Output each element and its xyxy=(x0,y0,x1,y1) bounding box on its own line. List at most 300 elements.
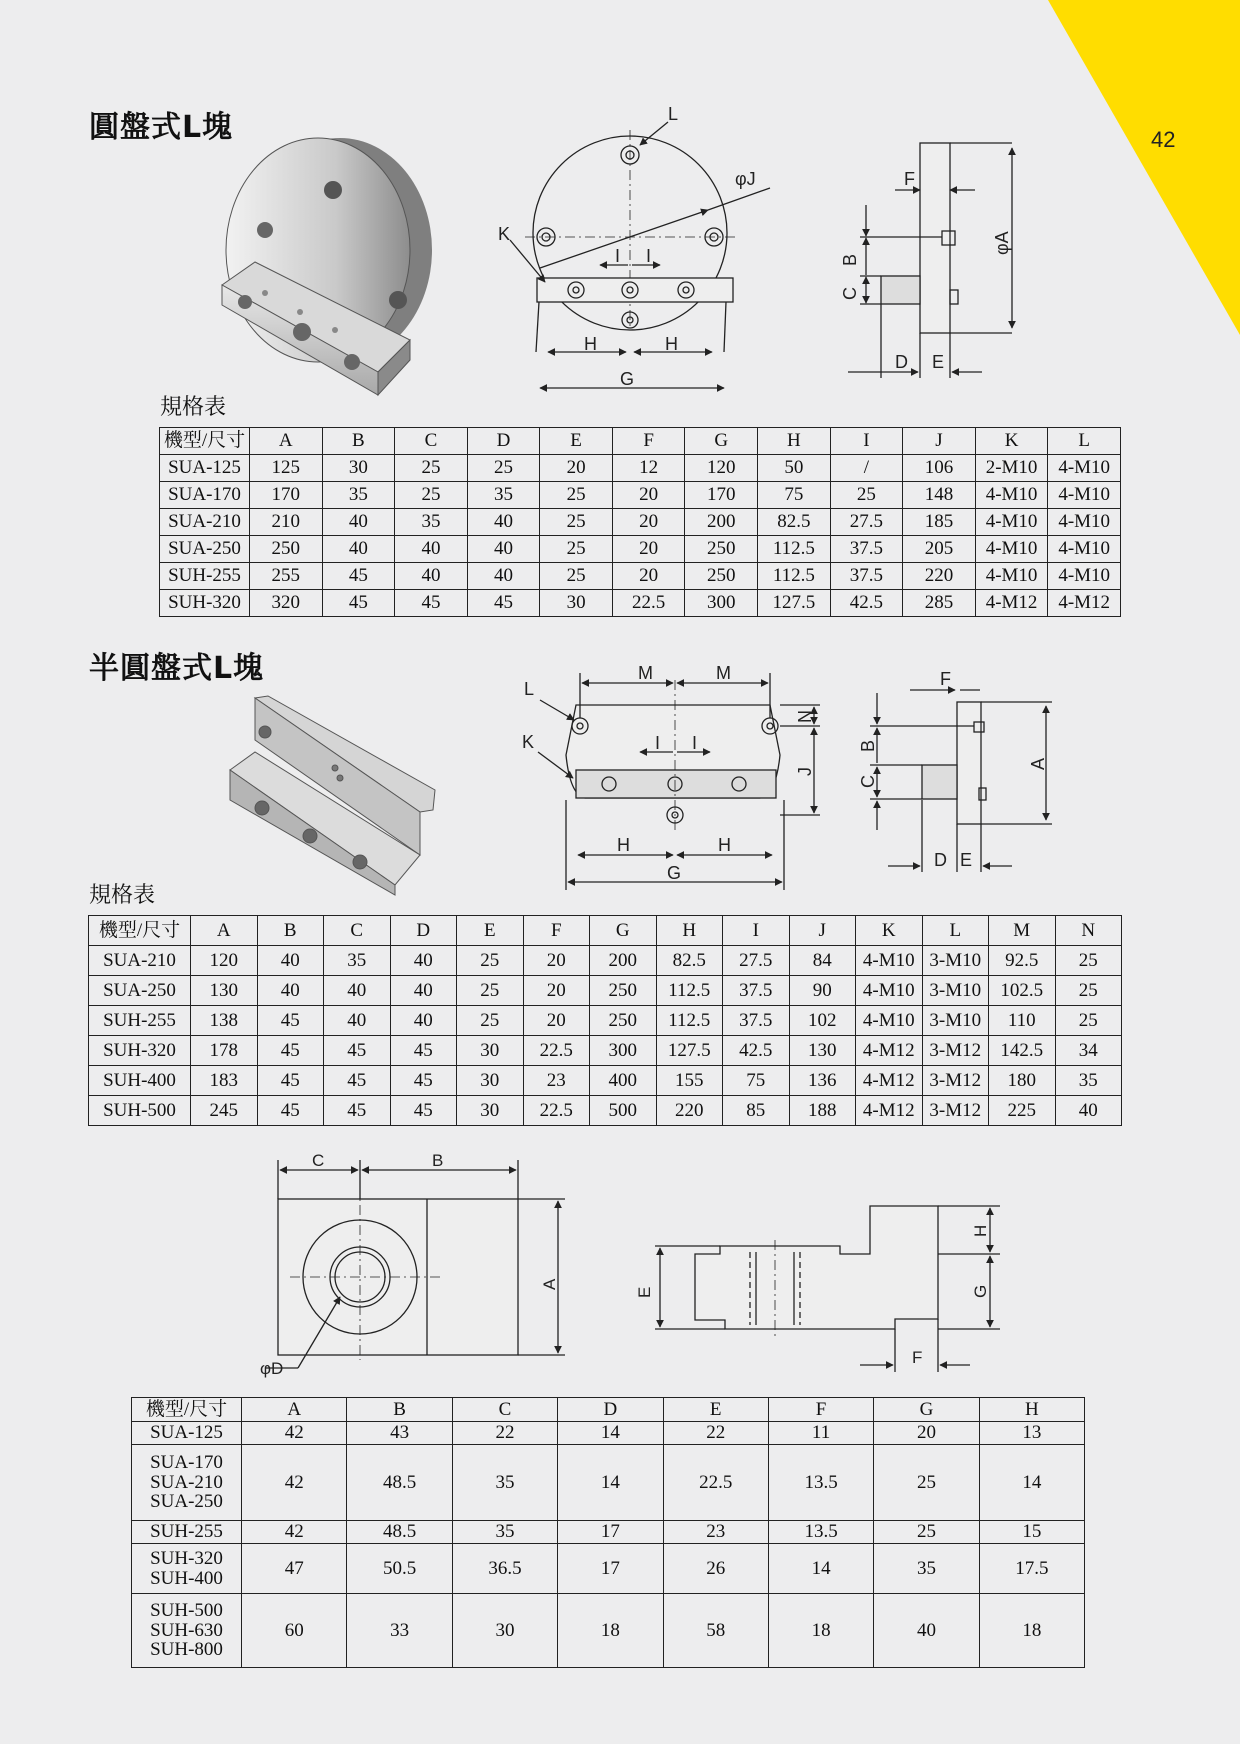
table-cell: 4-M12 xyxy=(975,590,1048,617)
svg-text:φA: φA xyxy=(992,231,1012,255)
table-cell: 35 xyxy=(1055,1066,1122,1096)
table-cell: 245 xyxy=(191,1096,258,1126)
table-cell: SUH-500 SUH-630 SUH-800 xyxy=(132,1594,242,1668)
table-cell: 33 xyxy=(347,1594,452,1668)
table-cell: 30 xyxy=(457,1036,524,1066)
table-cell: 45 xyxy=(467,590,540,617)
table-cell: 20 xyxy=(523,1006,590,1036)
svg-text:A: A xyxy=(540,1278,559,1290)
table-cell: 18 xyxy=(979,1594,1084,1668)
jaw-side-view xyxy=(655,1206,1000,1372)
svg-text:K: K xyxy=(522,732,535,752)
table-cell: 35 xyxy=(874,1544,979,1594)
table-cell: 45 xyxy=(257,1096,324,1126)
header-cell: A xyxy=(250,428,323,455)
table-cell: 4-M12 xyxy=(856,1096,923,1126)
table-cell: 14 xyxy=(558,1445,663,1521)
table-cell: SUH-255 xyxy=(132,1521,242,1544)
svg-text:F: F xyxy=(904,169,915,189)
table-cell: 25 xyxy=(457,946,524,976)
table-cell: 205 xyxy=(903,536,976,563)
table-cell: 35 xyxy=(322,482,395,509)
table-cell: 250 xyxy=(685,536,758,563)
svg-text:F: F xyxy=(912,1348,923,1367)
header-cell: 機型/尺寸 xyxy=(160,428,250,455)
table-cell: 35 xyxy=(467,482,540,509)
table-cell: 85 xyxy=(723,1096,790,1126)
table-cell: 75 xyxy=(723,1066,790,1096)
section1-title: 圓盤式L塊 xyxy=(89,110,234,145)
table-cell: 45 xyxy=(390,1096,457,1126)
table-cell: 22 xyxy=(663,1422,768,1445)
table-cell: SUA-250 xyxy=(89,976,191,1006)
table-cell: 60 xyxy=(242,1594,347,1668)
svg-text:E: E xyxy=(635,1286,654,1298)
header-cell: D xyxy=(558,1398,663,1422)
table-cell: 138 xyxy=(191,1006,258,1036)
header-cell: H xyxy=(979,1398,1084,1422)
table-cell: 170 xyxy=(250,482,323,509)
table-cell: 400 xyxy=(590,1066,657,1096)
table-cell: 183 xyxy=(191,1066,258,1096)
header-cell: E xyxy=(457,916,524,946)
table-cell: 48.5 xyxy=(347,1445,452,1521)
table-cell: 40 xyxy=(874,1594,979,1668)
section2-spec-label: 規格表 xyxy=(89,883,156,908)
table-cell: 90 xyxy=(789,976,856,1006)
table-cell: 40 xyxy=(257,976,324,1006)
table-cell: 20 xyxy=(874,1422,979,1445)
table-cell: 25 xyxy=(467,455,540,482)
table-cell: 12 xyxy=(612,455,685,482)
header-cell: D xyxy=(390,916,457,946)
svg-text:I: I xyxy=(655,733,661,753)
table-cell: 285 xyxy=(903,590,976,617)
header-cell: G xyxy=(685,428,758,455)
table-cell: 50 xyxy=(758,455,831,482)
table-cell: 25 xyxy=(874,1445,979,1521)
table-cell: 148 xyxy=(903,482,976,509)
table-cell: 250 xyxy=(685,563,758,590)
table-cell: 3-M10 xyxy=(922,1006,989,1036)
svg-text:A: A xyxy=(1028,757,1048,770)
table-cell: 15 xyxy=(979,1521,1084,1544)
header-cell: G xyxy=(874,1398,979,1422)
table-cell: 14 xyxy=(979,1445,1084,1521)
table-cell: 250 xyxy=(590,1006,657,1036)
table-cell: 250 xyxy=(590,976,657,1006)
table-cell: 22.5 xyxy=(663,1445,768,1521)
table-cell: 130 xyxy=(789,1036,856,1066)
header-cell: K xyxy=(856,916,923,946)
table-cell: 4-M10 xyxy=(856,976,923,1006)
table-cell: 136 xyxy=(789,1066,856,1096)
table-cell: 200 xyxy=(590,946,657,976)
svg-text:I: I xyxy=(692,733,698,753)
table-cell: 25 xyxy=(395,482,468,509)
table-cell: 42 xyxy=(242,1445,347,1521)
table-cell: SUA-250 xyxy=(160,536,250,563)
svg-text:E: E xyxy=(932,352,945,372)
table-cell: 188 xyxy=(789,1096,856,1126)
header-cell: H xyxy=(758,428,831,455)
table-cell: SUH-255 xyxy=(89,1006,191,1036)
svg-text:H: H xyxy=(971,1224,990,1237)
table-cell: 40 xyxy=(324,1006,391,1036)
header-cell: 機型/尺寸 xyxy=(132,1398,242,1422)
table-cell: 40 xyxy=(467,536,540,563)
table-cell: 300 xyxy=(685,590,758,617)
header-cell: B xyxy=(257,916,324,946)
table-cell: 4-M10 xyxy=(1048,482,1121,509)
svg-text:H: H xyxy=(665,334,678,354)
svg-text:B: B xyxy=(432,1151,444,1170)
table-cell: 4-M12 xyxy=(856,1066,923,1096)
table-cell: 4-M10 xyxy=(856,1006,923,1036)
table-cell: 42 xyxy=(242,1521,347,1544)
svg-text:G: G xyxy=(667,863,682,883)
table-cell: 2-M10 xyxy=(975,455,1048,482)
table-cell: SUH-500 xyxy=(89,1096,191,1126)
table-cell: 300 xyxy=(590,1036,657,1066)
table-cell: 170 xyxy=(685,482,758,509)
svg-text:N: N xyxy=(795,710,815,723)
header-cell: F xyxy=(523,916,590,946)
table-cell: 23 xyxy=(523,1066,590,1096)
table-cell: 200 xyxy=(685,509,758,536)
table-cell: 155 xyxy=(656,1066,723,1096)
svg-text:C: C xyxy=(312,1151,325,1170)
table-cell: 26 xyxy=(663,1544,768,1594)
header-cell: L xyxy=(922,916,989,946)
header-cell: F xyxy=(612,428,685,455)
header-cell: K xyxy=(975,428,1048,455)
table-cell: 4-M10 xyxy=(975,509,1048,536)
svg-text:E: E xyxy=(960,850,973,870)
svg-text:φJ: φJ xyxy=(735,169,756,189)
table-cell: 47 xyxy=(242,1544,347,1594)
table-cell: 40 xyxy=(390,976,457,1006)
table-cell: 255 xyxy=(250,563,323,590)
table-cell: 84 xyxy=(789,946,856,976)
table-cell: 4-M10 xyxy=(1048,509,1121,536)
table-cell: 20 xyxy=(612,563,685,590)
table-cell: 35 xyxy=(452,1445,557,1521)
table-cell: 17 xyxy=(558,1521,663,1544)
table-cell: 36.5 xyxy=(452,1544,557,1594)
table-cell: 13.5 xyxy=(768,1445,873,1521)
table-cell: 20 xyxy=(540,455,613,482)
table-cell: SUA-125 xyxy=(160,455,250,482)
table-cell: 18 xyxy=(768,1594,873,1668)
table-cell: 45 xyxy=(257,1066,324,1096)
table-cell: SUH-320 xyxy=(160,590,250,617)
header-cell: C xyxy=(395,428,468,455)
header-cell: L xyxy=(1048,428,1121,455)
svg-text:J: J xyxy=(795,767,815,776)
table-cell: SUA-125 xyxy=(132,1422,242,1445)
table-cell: 45 xyxy=(324,1036,391,1066)
section2-title: 半圓盤式L塊 xyxy=(89,651,265,686)
header-cell: A xyxy=(191,916,258,946)
svg-text:H: H xyxy=(617,835,630,855)
table-cell: 25 xyxy=(540,509,613,536)
table-cell: 112.5 xyxy=(758,536,831,563)
table-cell: 30 xyxy=(452,1594,557,1668)
header-cell: M xyxy=(989,916,1056,946)
table-cell: 40 xyxy=(467,563,540,590)
table-cell: 22.5 xyxy=(523,1096,590,1126)
table-cell: 40 xyxy=(1055,1096,1122,1126)
table-cell: 30 xyxy=(457,1096,524,1126)
table-cell: 27.5 xyxy=(723,946,790,976)
table-cell: 20 xyxy=(612,509,685,536)
svg-text:C: C xyxy=(858,775,878,788)
svg-text:H: H xyxy=(584,334,597,354)
table-cell: 102.5 xyxy=(989,976,1056,1006)
table-cell: 45 xyxy=(257,1006,324,1036)
table-cell: 35 xyxy=(452,1521,557,1544)
table-cell: 25 xyxy=(540,536,613,563)
table-cell: 4-M10 xyxy=(856,946,923,976)
header-cell: B xyxy=(322,428,395,455)
table-cell: 82.5 xyxy=(758,509,831,536)
table-cell: SUA-210 xyxy=(160,509,250,536)
table-cell: 40 xyxy=(395,536,468,563)
table-cell: 125 xyxy=(250,455,323,482)
table-cell: 22.5 xyxy=(612,590,685,617)
table-cell: 3-M10 xyxy=(922,946,989,976)
section1-spec-label: 規格表 xyxy=(160,395,227,420)
header-cell: J xyxy=(903,428,976,455)
header-cell: A xyxy=(242,1398,347,1422)
svg-text:I: I xyxy=(615,246,621,266)
header-cell: E xyxy=(663,1398,768,1422)
table-cell: 25 xyxy=(1055,1006,1122,1036)
table-cell: 20 xyxy=(523,976,590,1006)
table-cell: 30 xyxy=(322,455,395,482)
header-cell: I xyxy=(830,428,903,455)
table-cell: 45 xyxy=(322,563,395,590)
table-cell: 23 xyxy=(663,1521,768,1544)
table-cell: SUA-170 SUA-210 SUA-250 xyxy=(132,1445,242,1521)
header-cell: 機型/尺寸 xyxy=(89,916,191,946)
table-cell: 45 xyxy=(257,1036,324,1066)
table-cell: 25 xyxy=(540,563,613,590)
table-cell: 110 xyxy=(989,1006,1056,1036)
table-cell: 112.5 xyxy=(656,1006,723,1036)
table-cell: 40 xyxy=(322,509,395,536)
table-cell: 180 xyxy=(989,1066,1056,1096)
table-row xyxy=(132,1422,1085,1445)
header-cell: D xyxy=(467,428,540,455)
table-cell: 4-M10 xyxy=(1048,455,1121,482)
svg-text:B: B xyxy=(858,739,878,752)
table-cell: 45 xyxy=(324,1066,391,1096)
table-cell: 120 xyxy=(685,455,758,482)
table-cell: 112.5 xyxy=(656,976,723,1006)
table-cell: 4-M10 xyxy=(1048,536,1121,563)
table-row xyxy=(132,1594,1085,1668)
table-cell: 3-M10 xyxy=(922,976,989,1006)
table-cell: 30 xyxy=(457,1066,524,1096)
table-cell: 40 xyxy=(395,563,468,590)
header-cell: I xyxy=(723,916,790,946)
svg-text:C: C xyxy=(840,287,860,300)
table-cell: 42 xyxy=(242,1422,347,1445)
table-cell: SUH-400 xyxy=(89,1066,191,1096)
svg-text:I: I xyxy=(646,246,652,266)
table-cell: 500 xyxy=(590,1096,657,1126)
table-cell: 22 xyxy=(452,1422,557,1445)
table-cell: 3-M12 xyxy=(922,1066,989,1096)
table-cell: 48.5 xyxy=(347,1521,452,1544)
table-cell: 40 xyxy=(467,509,540,536)
table-cell: 3-M12 xyxy=(922,1036,989,1066)
table-cell: 4-M10 xyxy=(975,563,1048,590)
table-cell: 25 xyxy=(1055,976,1122,1006)
section3-spec-table xyxy=(131,1397,1085,1668)
table-cell: 25 xyxy=(395,455,468,482)
table-cell: 30 xyxy=(540,590,613,617)
table-cell: SUH-255 xyxy=(160,563,250,590)
table-cell: 58 xyxy=(663,1594,768,1668)
table-cell: 40 xyxy=(390,1006,457,1036)
table-cell: 42.5 xyxy=(723,1036,790,1066)
svg-text:K: K xyxy=(498,224,511,244)
table-cell: 20 xyxy=(523,946,590,976)
table-cell: 112.5 xyxy=(758,563,831,590)
table-cell: 25 xyxy=(457,1006,524,1036)
table-cell: 127.5 xyxy=(656,1036,723,1066)
table-cell: 20 xyxy=(612,482,685,509)
table-cell: 34 xyxy=(1055,1036,1122,1066)
svg-text:D: D xyxy=(895,352,908,372)
header-cell: F xyxy=(768,1398,873,1422)
table-cell: 22.5 xyxy=(523,1036,590,1066)
table-cell: / xyxy=(830,455,903,482)
table-cell: 11 xyxy=(768,1422,873,1445)
table-cell: 4-M10 xyxy=(975,536,1048,563)
header-cell: B xyxy=(347,1398,452,1422)
table-cell: 3-M12 xyxy=(922,1096,989,1126)
table-cell: 320 xyxy=(250,590,323,617)
table-cell: 92.5 xyxy=(989,946,1056,976)
svg-text:G: G xyxy=(620,369,635,389)
table-cell: 45 xyxy=(322,590,395,617)
table-cell: 18 xyxy=(558,1594,663,1668)
table-cell: 37.5 xyxy=(723,976,790,1006)
table-cell: 185 xyxy=(903,509,976,536)
table-cell: 45 xyxy=(324,1096,391,1126)
table-cell: 37.5 xyxy=(723,1006,790,1036)
table-cell: 42.5 xyxy=(830,590,903,617)
header-cell: C xyxy=(452,1398,557,1422)
table-cell: 210 xyxy=(250,509,323,536)
table-row xyxy=(132,1544,1085,1594)
table-cell: 225 xyxy=(989,1096,1056,1126)
table-cell: 13 xyxy=(979,1422,1084,1445)
table-cell: 45 xyxy=(395,590,468,617)
table-row xyxy=(132,1445,1085,1521)
table-cell: 40 xyxy=(324,976,391,1006)
header-cell: J xyxy=(789,916,856,946)
table-cell: 130 xyxy=(191,976,258,1006)
table-cell: 17.5 xyxy=(979,1544,1084,1594)
table-cell: 25 xyxy=(830,482,903,509)
table-cell: 20 xyxy=(612,536,685,563)
table-cell: 25 xyxy=(874,1521,979,1544)
header-cell: N xyxy=(1055,916,1122,946)
table-cell: 220 xyxy=(656,1096,723,1126)
svg-text:G: G xyxy=(971,1284,990,1298)
table-row xyxy=(132,1521,1085,1544)
table-cell: 13.5 xyxy=(768,1521,873,1544)
table-cell: SUA-170 xyxy=(160,482,250,509)
svg-text:H: H xyxy=(718,835,731,855)
table-header-row xyxy=(132,1398,1085,1422)
table-cell: 40 xyxy=(257,946,324,976)
svg-text:φD: φD xyxy=(260,1359,284,1378)
table-cell: 25 xyxy=(540,482,613,509)
table-cell: 25 xyxy=(457,976,524,1006)
table-cell: 27.5 xyxy=(830,509,903,536)
table-cell: 106 xyxy=(903,455,976,482)
table-cell: 220 xyxy=(903,563,976,590)
svg-text:D: D xyxy=(934,850,947,870)
table-cell: 4-M12 xyxy=(1048,590,1121,617)
table-cell: 120 xyxy=(191,946,258,976)
table-cell: 45 xyxy=(390,1036,457,1066)
svg-text:M: M xyxy=(638,663,653,683)
table-cell: 35 xyxy=(324,946,391,976)
table-cell: SUH-320 SUH-400 xyxy=(132,1544,242,1594)
table-cell: 4-M10 xyxy=(975,482,1048,509)
header-cell: H xyxy=(656,916,723,946)
table-cell: 17 xyxy=(558,1544,663,1594)
header-cell: E xyxy=(540,428,613,455)
table-cell: 14 xyxy=(768,1544,873,1594)
table-cell: 45 xyxy=(390,1066,457,1096)
table-cell: 35 xyxy=(395,509,468,536)
table-cell: 127.5 xyxy=(758,590,831,617)
svg-text:B: B xyxy=(840,253,860,266)
jaw-top-view xyxy=(265,1160,565,1368)
table-cell: 50.5 xyxy=(347,1544,452,1594)
table-cell: 102 xyxy=(789,1006,856,1036)
table-cell: 40 xyxy=(322,536,395,563)
table-cell: 4-M12 xyxy=(856,1036,923,1066)
table-cell: SUH-320 xyxy=(89,1036,191,1066)
table-cell: 37.5 xyxy=(830,536,903,563)
table-cell: 37.5 xyxy=(830,563,903,590)
header-cell: C xyxy=(324,916,391,946)
svg-text:M: M xyxy=(716,663,731,683)
table-cell: 178 xyxy=(191,1036,258,1066)
table-cell: 142.5 xyxy=(989,1036,1056,1066)
table-cell: 43 xyxy=(347,1422,452,1445)
table-cell: 14 xyxy=(558,1422,663,1445)
table-cell: 250 xyxy=(250,536,323,563)
page-number: 42 xyxy=(1151,127,1176,152)
table-cell: SUA-210 xyxy=(89,946,191,976)
table-cell: 4-M10 xyxy=(1048,563,1121,590)
header-cell: G xyxy=(590,916,657,946)
svg-text:L: L xyxy=(524,679,535,699)
table-cell: 40 xyxy=(390,946,457,976)
table-cell: 75 xyxy=(758,482,831,509)
table-cell: 82.5 xyxy=(656,946,723,976)
